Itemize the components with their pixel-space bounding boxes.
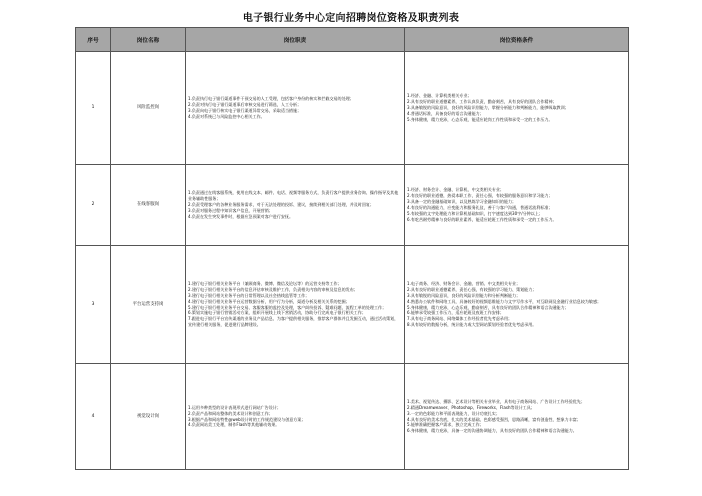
qualification-item: 2.有良好的职业道德，热爱本职工作，责任心强，有较强的服务意识和学习能力； bbox=[407, 193, 553, 199]
table-row bbox=[76, 364, 629, 470]
duty-item: 4.建行电子银行相关业务平台运营数据分析，用户行为分析，渠道分析及相关关系的挖掘； bbox=[188, 298, 350, 304]
qualification-item: 5.有较强的文字处理能力和计算机基础知识，打字速度达到30字/分钟以上； bbox=[407, 210, 543, 216]
table-row bbox=[76, 246, 629, 364]
page-title: 电子银行业务中心定向招聘岗位资格及职责列表 bbox=[242, 13, 460, 24]
qualification-item: 5.能够准确把握客户需求，独立完成工作； bbox=[407, 422, 484, 428]
qualification-item: 2.具有良好的职业道德素养，责任心强，有较强的学习能力、策划能力； bbox=[407, 286, 537, 292]
header-duties: 岗位职责 bbox=[186, 28, 405, 52]
duty-item: 2.负责受理客户的各种业务服务需求，对于无法处理的投诉、建议，接续到相关部门处理，并及时回复； bbox=[188, 202, 374, 208]
qualification-item: 5.身体健康，精力充沛，心态乐观，能适应轮岗工作性质和承受一定的工作压力。 bbox=[407, 116, 553, 122]
row-number: 1 bbox=[76, 52, 111, 165]
qualification-item: 7.具有电子商务网站、网络媒体工作经验者优先考虑录用； bbox=[407, 316, 513, 322]
qualification-item: 6.有吃苦耐劳精神与良好的职业素养，能适应轮班工作性质和承受一定的工作压力。 bbox=[407, 216, 557, 222]
qualification-item: 1.美术、视觉传达、摄影、艺术设计等相关专业毕业，具有电子商务网站、广告设计工作经验优先； bbox=[407, 398, 585, 404]
duty-item: 1.负责执行电子银行渠道事件干预交易的人工受理，包括客户身份的核实和拦截交易的处理； bbox=[188, 96, 354, 102]
position-name: 在线客服岗 bbox=[111, 165, 186, 246]
duty-item: 3.根据产品和网站特性@web设计时的工作规范建设与创意方案； bbox=[188, 416, 306, 422]
duty-item: 3.建行电子银行相关业务平台的日常管理以及社会热线监管等工作； bbox=[188, 292, 310, 298]
duty-item: 1.运用多种类型的设计表现形式进行网站广告设计； bbox=[188, 404, 281, 410]
duty-item: 2.负责对执行电子银行渠道事后审核交易进行筛选，人工分析； bbox=[188, 102, 302, 108]
duty-item: 3.负责向电子银行核实电子银行渠道异常交易，采取适当措施； bbox=[188, 108, 302, 113]
duty-item: 4.负责对系统已与风险监控中心相关工作。 bbox=[188, 113, 265, 119]
duties-cell bbox=[186, 364, 405, 470]
duty-item: 6.策划实施电子银行营销活动方案，组织开展线上线下营销活动，协助分行完成电子银行相关工作； bbox=[188, 310, 366, 316]
qualification-item: 3.具备一定的金融基础知识，以及熟练学习金融知识的能力； bbox=[407, 199, 517, 205]
position-name: 平台运营支持岗 bbox=[111, 246, 186, 364]
header-no: 序号 bbox=[76, 28, 111, 52]
table-row bbox=[76, 165, 629, 246]
duties-cell bbox=[186, 246, 405, 364]
header-position-name: 岗位名称 bbox=[111, 28, 186, 52]
position-name: 风险监控岗 bbox=[111, 52, 186, 165]
qualifications-cell bbox=[405, 52, 629, 165]
table-header-row bbox=[76, 28, 629, 52]
duty-item: 1.建行电子银行相关业务平台（兼顾商务、微博、微信及论坛等）的运营支持等工作； bbox=[188, 281, 342, 287]
duty-item: 4.负责网站美工处理，制作Flash等其他辅动效果。 bbox=[188, 422, 280, 428]
duty-item: 1.负责通过在线客服系统，使用在线文本、邮件、电话、视频等服务方式，负责行客户提供业务咨询、操作指导及其他业务辅助性服务； bbox=[188, 190, 399, 202]
qualification-item: 1.经济、金融、计算机类相关专业； bbox=[407, 93, 472, 99]
duty-item: 7.跟进电子银行平台宣传渠道的业务及产品信息、为客户提供相关服务，推荐客户群体并且发掘互动，通过活动策划，宣传建行相关服务，促进建行品牌建设。 bbox=[188, 316, 399, 328]
duty-item: 4.负责在发生突发事件时，根据应急预案对客户进行安抚。 bbox=[188, 213, 294, 219]
duty-item: 2.负责产品和网站整体的美术设计和创意工作； bbox=[188, 410, 273, 416]
qualification-item: 3.具有敏锐的风险意识，良好的风险识别能力和分析判断能力； bbox=[407, 292, 521, 298]
position-name: 视觉设计岗 bbox=[111, 364, 186, 470]
qualification-item: 4.具有良好的美术功底，扎实的美术基础、色彩感受强烈，思路清晰，富有创造性、想象力丰富； bbox=[407, 416, 581, 422]
row-number: 4 bbox=[76, 364, 111, 470]
qualification-item: 4.普通话标准，具备良好的语言沟通能力； bbox=[407, 110, 484, 116]
qualification-item: 6.身体健康，精力充沛，具备一定的沟通协调能力，具有良好的团队合作精神和语言沟通能力。 bbox=[407, 428, 577, 434]
qualification-item: 3.一定的色彩能力和平面表现能力，设计功底扎实； bbox=[407, 410, 500, 416]
qualification-item: 6.能够承受较强工作压力，适应轮班及夜班工作安排； bbox=[407, 310, 504, 316]
duty-item: 5.建行电子银行相关业务平台交易、客服客服的监控及处理，客户纠纷投诉、疑难问题、流程工单的处理工作； bbox=[188, 304, 387, 310]
qualification-item: 2.具有良好的职业道德素养，工作认真负责，勤奋刻苦，具有良好的团队合作精神； bbox=[407, 99, 557, 105]
qualifications-cell bbox=[405, 246, 629, 364]
header-qualifications: 岗位资格条件 bbox=[405, 28, 629, 52]
table-row bbox=[76, 52, 629, 165]
row-number: 2 bbox=[76, 165, 111, 246]
qualifications-cell bbox=[405, 165, 629, 246]
qualifications-cell bbox=[405, 364, 629, 470]
duty-item: 2.建行电子银行相关业务平台的信息评估审核及维护工作，负责相关内容的审核及信息的发布； bbox=[188, 286, 358, 292]
duties-cell bbox=[186, 52, 405, 165]
qualification-item: 4.熟悉办公软件和网络工具，具备较好的视频思维能力与文字写作水平，对互联网及金融行业信息较为敏感； bbox=[407, 298, 602, 304]
qualification-item: 2.精通Dreamweaver、Photoshop、Fireworks、Flash等设计工具； bbox=[407, 404, 535, 410]
qualification-item: 5.身体健康，精力充沛，心态乐观，勤奋刻苦，具有良好的团队合作精神和语言沟通能力； bbox=[407, 304, 569, 310]
duty-item: 3.负责对服务过程中知识客户信息，开展营销； bbox=[188, 207, 273, 213]
row-number: 3 bbox=[76, 246, 111, 364]
duties-cell bbox=[186, 165, 405, 246]
qualification-item: 4.有良好的沟通能力，应变能力和服务礼仪，善于与客户沟通，普通话流利标准； bbox=[407, 205, 553, 210]
qualification-item: 1.电子商务、经济、财务会计、金融、营销、中文类相关专业； bbox=[407, 281, 521, 287]
positions-table bbox=[75, 27, 629, 470]
qualification-item: 3.具备敏锐的风险意识，良好的风险识别能力，掌握分析能力和判断能力，能够吸取教训； bbox=[407, 105, 569, 111]
qualification-item: 8.具有较好的数据分析，统计能力或大型网站策划经验者优先考虑录用。 bbox=[407, 322, 537, 328]
qualification-item: 1.经济、财务会计、金融、计算机、中文类相关专业； bbox=[407, 187, 504, 193]
